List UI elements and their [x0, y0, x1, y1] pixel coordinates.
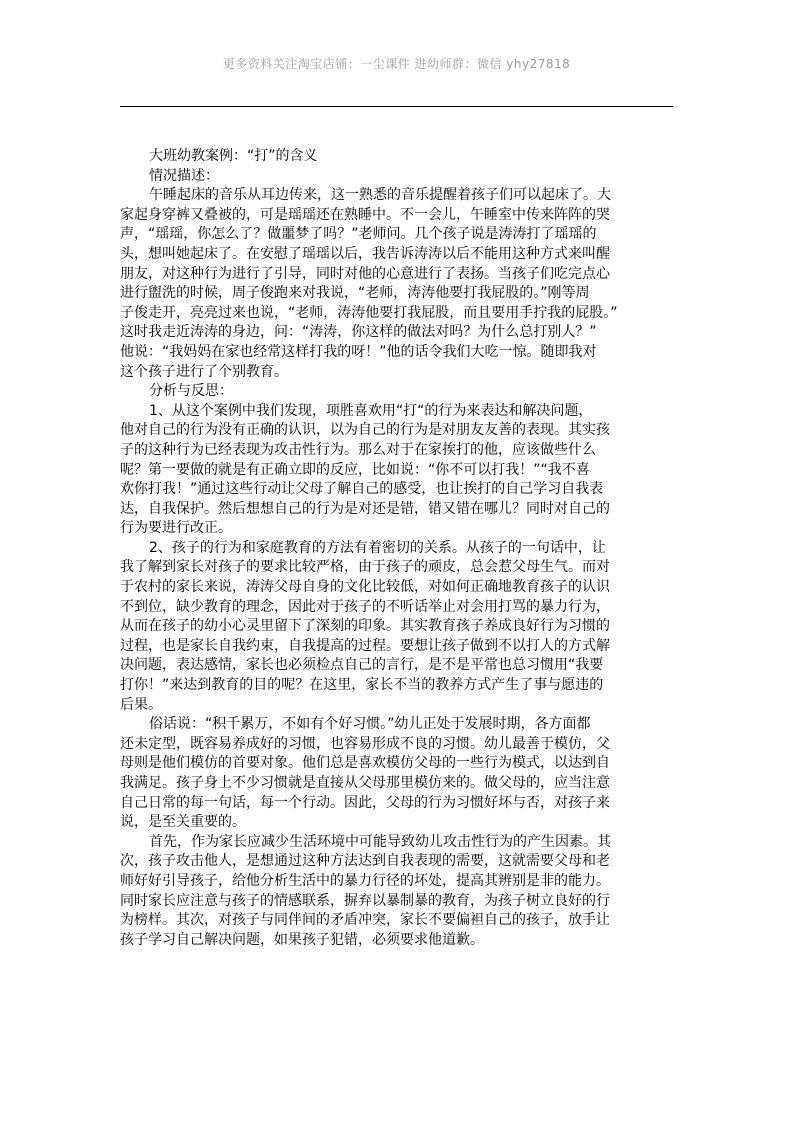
- text-line: 不到位，缺少教育的理念，因此对于孩子的不听话举止对会用打骂的暴力行为，: [120, 598, 610, 615]
- text-line: 情况描述：: [149, 167, 219, 184]
- text-line: 打你！”来达到教育的目的呢？在这里，家长不当的教养方式产生了事与愿违的: [120, 677, 604, 694]
- text-line: 过程，也是家长自我约束，自我提高的过程。要想让孩子做到不以打人的方式解: [120, 637, 610, 654]
- text-line: 欢你打我！”通过这些行动让父母了解自己的感受，也让挨打的自己学习自我表: [120, 481, 604, 498]
- text-line: 俗话说：“积千累万，不如有个好习惯。”幼儿正处于发展时期，各方面都: [149, 716, 591, 733]
- text-line: 家起身穿裤又叠被的，可是瑶瑶还在熟睡中。不一会儿，午睡室中传来阵阵的哭: [120, 206, 610, 223]
- text-line: 还未定型，既容易养成好的习惯，也容易形成不良的习惯。幼儿最善于模仿，父: [120, 735, 610, 752]
- text-line: 达，自我保护。然后想想自己的行为是对还是错，错又错在哪儿？同时对自己的: [120, 500, 610, 517]
- text-line: 为榜样。其次，对孩子与同伴间的矛盾冲突，家长不要偏袒自己的孩子，放手让: [120, 912, 610, 929]
- text-line: 同时家长应注意与孩子的情感联系，摒弃以暴制暴的教育，为孩子树立良好的行: [120, 892, 610, 909]
- text-line: 从而在孩子的幼小心灵里留下了深刻的印象。其实教育孩子养成良好行为习惯的: [120, 618, 610, 635]
- page-header-text: 更多资料关注淘宝店铺：一尘课件 进幼师群：微信 yhy27818: [222, 57, 571, 71]
- text-line: 进行盥洗的时候，周子俊跑来对我说，“老师，涛涛他要打我屁股的。”刚等周: [120, 285, 590, 302]
- text-line: 行为要进行改正。: [120, 520, 232, 537]
- text-line: 后果。: [120, 696, 162, 713]
- header-divider: [120, 106, 673, 107]
- text-line: 次，孩子攻击他人，是想通过这种方法达到自我表现的需要，这就需要父母和老: [120, 853, 610, 870]
- text-line: 声，“瑶瑶，你怎么了？做噩梦了吗？”老师问。几个孩子说是涛涛打了瑶瑶的: [120, 226, 597, 243]
- text-line: 2、孩子的行为和家庭教育的方法有着密切的关系。从孩子的一句话中，让: [149, 539, 606, 556]
- text-line: 我了解到家长对孩子的要求比较严格，由于孩子的顽皮，总会惹父母生气。而对: [120, 559, 610, 576]
- text-line: 这个孩子进行了个别教育。: [120, 363, 288, 380]
- text-line: 师好好引导孩子，给他分析生活中的暴力行径的坏处，提高其辨别是非的能力。: [120, 872, 610, 889]
- text-line: 母则是他们模仿的首要对象。他们总是喜欢模仿父母的一些行为模式，以达到自: [120, 755, 610, 772]
- text-line: 午睡起床的音乐从耳边传来，这一熟悉的音乐提醒着孩子们可以起床了。大: [149, 187, 611, 204]
- text-line: 朋友，对这种行为进行了引导，同时对他的心意进行了表扬。当孩子们吃完点心: [120, 265, 610, 282]
- text-line: 大班幼教案例：“打”的含义: [149, 148, 318, 164]
- text-line: 决问题，表达感情，家长也必须检点自己的言行，是不是平常也总习惯用“我要: [120, 657, 604, 674]
- text-line: 他说：“我妈妈在家也经常这样打我的呀！”他的话令我们大吃一惊。随即我对: [120, 343, 597, 360]
- text-line: 首先，作为家长应减少生活环境中可能导致幼儿攻击性行为的产生因素。其: [149, 833, 611, 850]
- text-line: 他对自己的行为没有正确的认识，以为自己的行为是对朋友友善的表现。其实孩: [120, 422, 610, 439]
- text-line: 子俊走开，亮亮过来也说，“老师，涛涛他要打我屁股，而且要用手拧我的屁股。”: [120, 304, 618, 321]
- text-line: 自己日常的每一句话，每一个行动。因此，父母的行为习惯好坏与否，对孩子来: [120, 794, 610, 811]
- text-line: 子的这种行为已经表现为攻击性行为。那么对于在家挨打的他，应该做些什么: [120, 441, 596, 458]
- document-body: [120, 147, 673, 950]
- text-line: 说，是至关重要的。: [120, 814, 246, 831]
- text-line: 1、从这个案例中我们发现，项胜喜欢用“打“的行为来表达和解决问题，: [149, 402, 593, 419]
- text-line: 分析与反思：: [149, 383, 233, 400]
- text-line: 我满足。孩子身上不少习惯就是直接从父母那里模仿来的。做父母的，应当注意: [120, 775, 610, 791]
- text-line: 于农村的家长来说，涛涛父母自身的文化比较低，对如何正确地教育孩子的认识: [120, 579, 610, 596]
- text-line: 孩子学习自己解决问题，如果孩子犯错，必须要求他道歉。: [120, 931, 484, 948]
- text-line: 头，想叫她起床了。在安慰了瑶瑶以后，我告诉涛涛以后不能用这种方式来叫醒: [120, 245, 610, 262]
- text-line: 这时我走近涛涛的身边，问：“涛涛，你这样的做法对吗？为什么总打别人？”: [120, 324, 597, 341]
- text-line: 呢？第一要做的就是有正确立即的反应，比如说：“你不可以打我！”“我不喜: [120, 461, 590, 478]
